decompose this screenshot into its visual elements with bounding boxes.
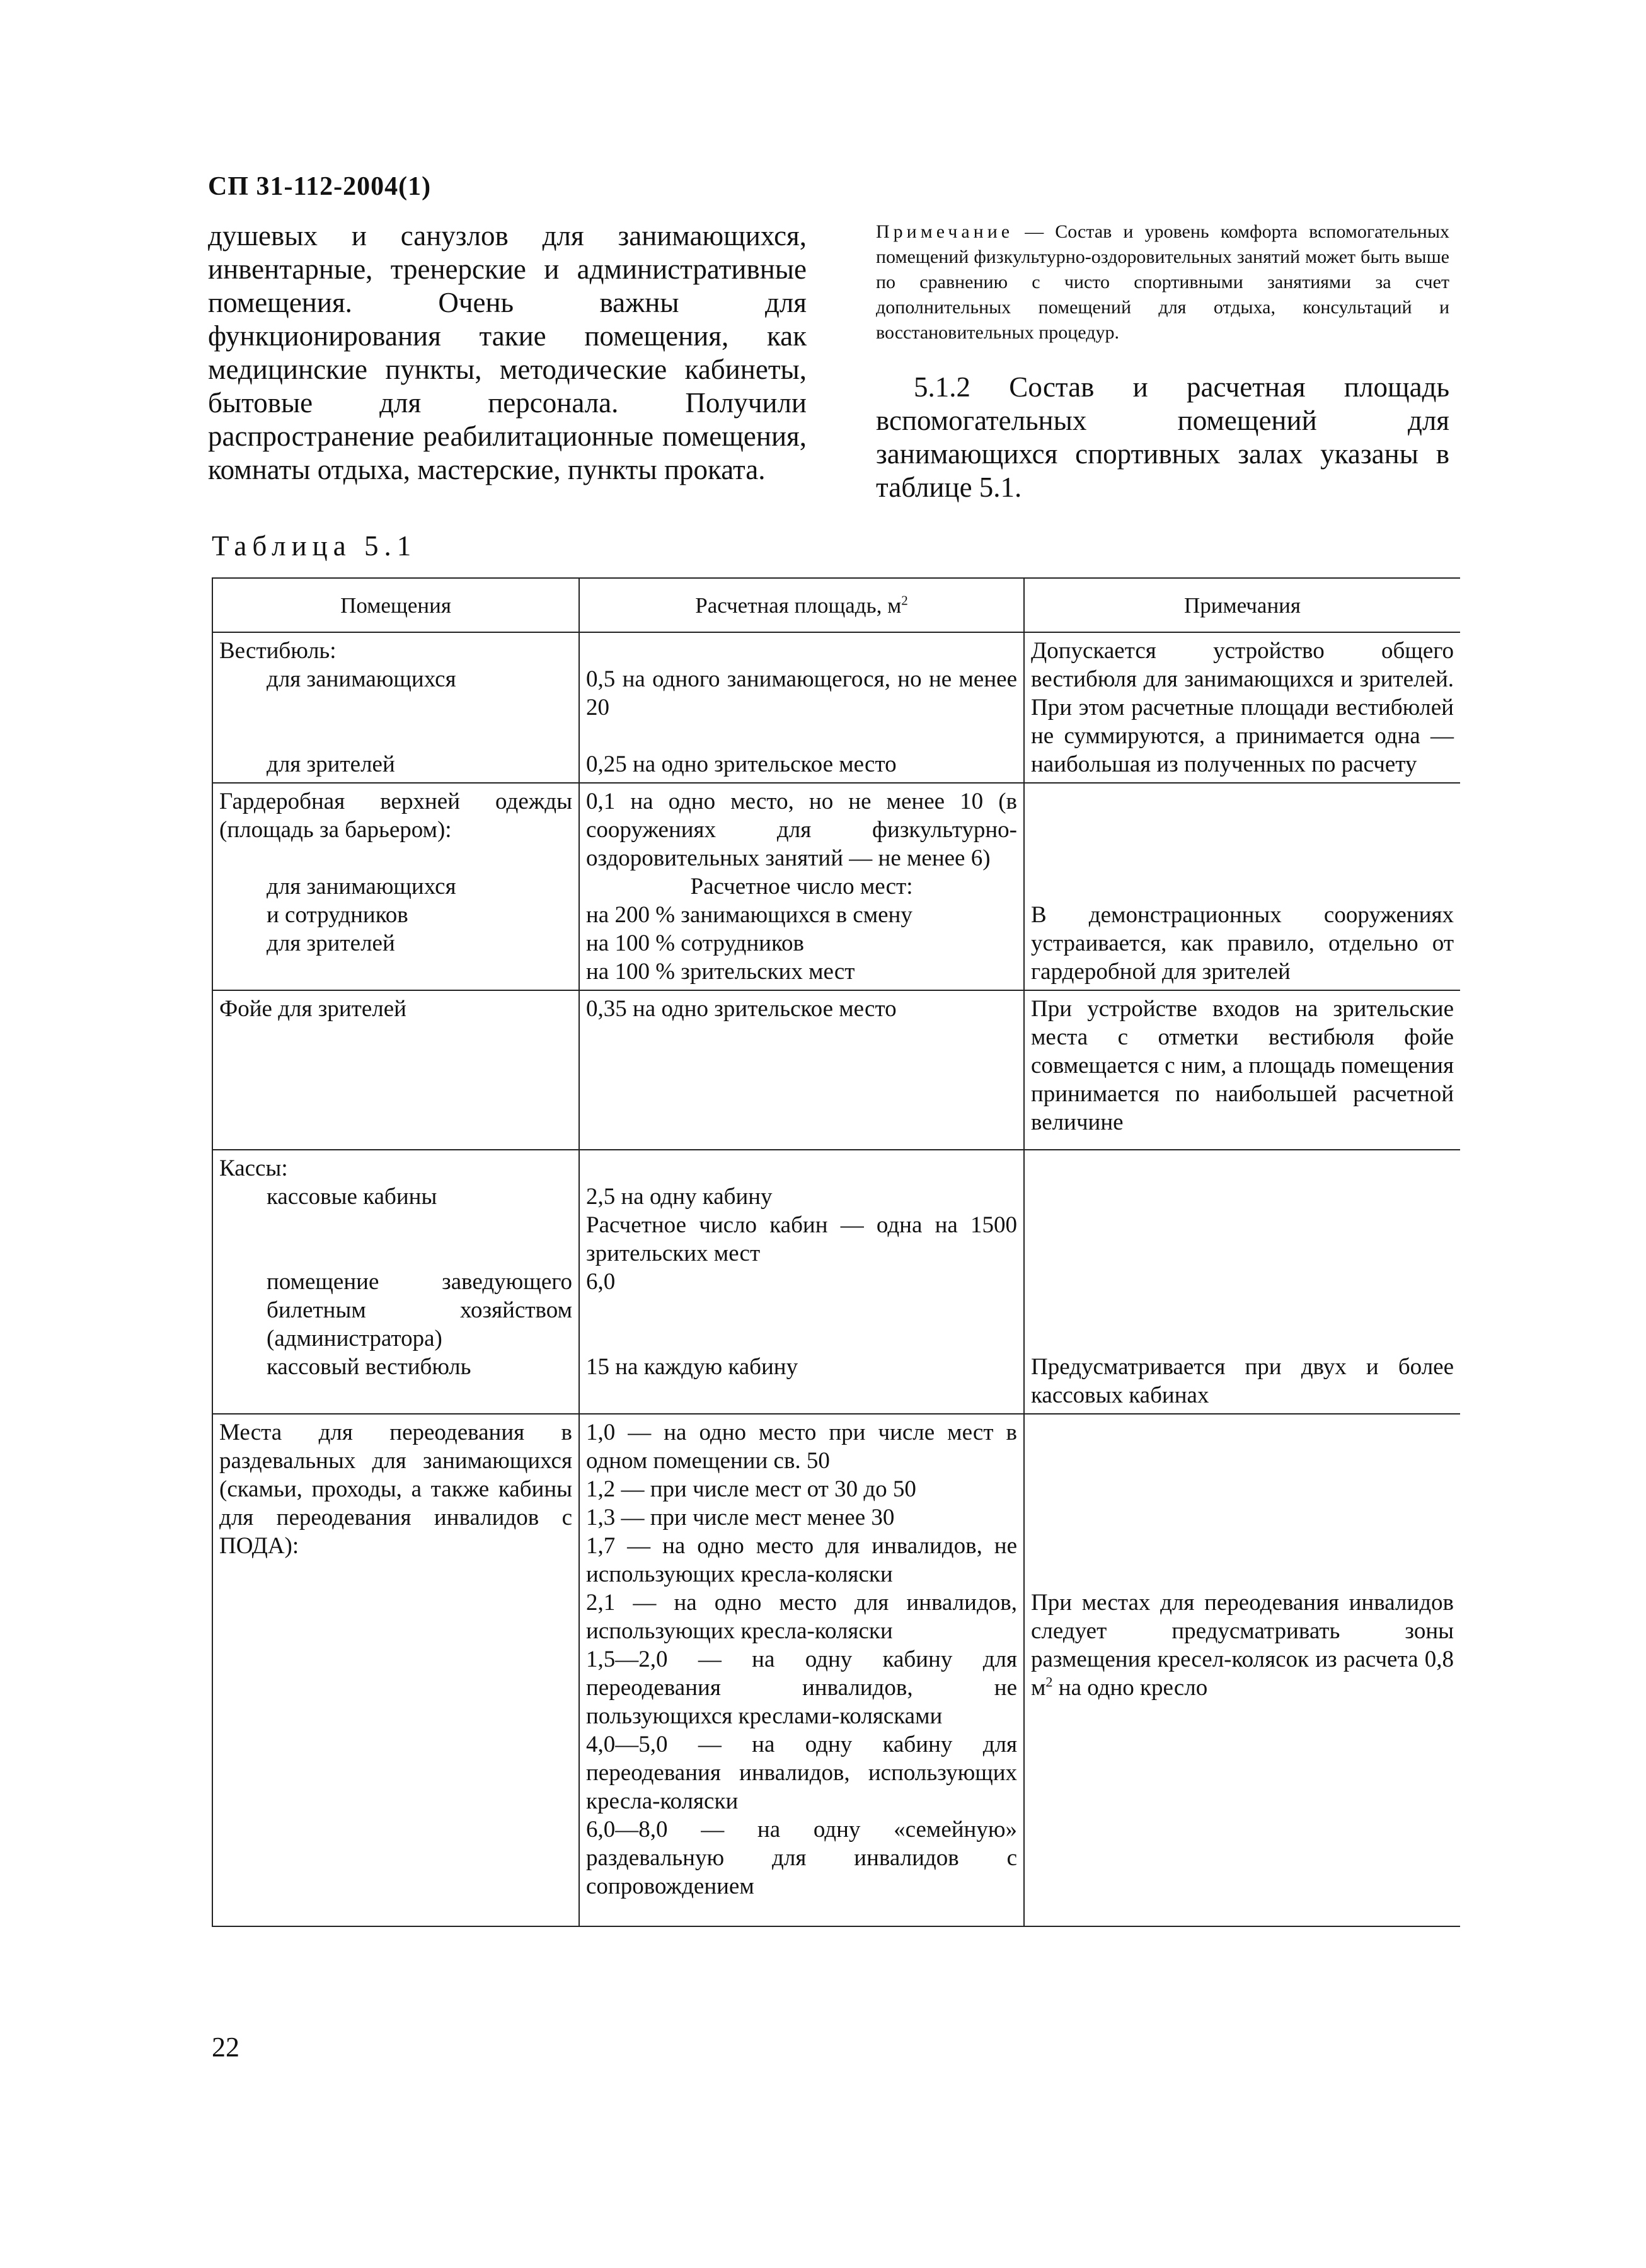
cell-area bbox=[579, 1414, 1024, 1926]
table-row bbox=[212, 1414, 1460, 1926]
area-line: 0,25 на одно зрительское место bbox=[586, 751, 897, 777]
room-sub: для занимающихся bbox=[267, 874, 456, 900]
room-title: Вестибюль: bbox=[219, 638, 337, 664]
room-title: Кассы: bbox=[219, 1155, 288, 1181]
cell-note bbox=[1024, 1150, 1460, 1414]
note-paragraph bbox=[876, 219, 1449, 345]
header-rooms: Помещения bbox=[212, 578, 579, 632]
cell-area bbox=[579, 783, 1024, 990]
room-sub: кассовый вестибюль bbox=[267, 1354, 471, 1380]
note-part: на одно кресло bbox=[1052, 1675, 1208, 1701]
header-area-sup: 2 bbox=[901, 592, 908, 608]
area-line: Расчетное число кабин — одна на 1500 зрительских мест bbox=[586, 1212, 1017, 1266]
header-area bbox=[579, 578, 1024, 632]
section-paragraph: 5.1.2 Состав и расчетная площадь вспомогательных помещений для занимающихся спортивных залах указаны в таблице 5.1. bbox=[876, 371, 1449, 503]
cell-area: 0,35 на одно зрительское место bbox=[579, 990, 1024, 1150]
table-row bbox=[212, 783, 1460, 990]
cell-note bbox=[1024, 783, 1460, 990]
table-row bbox=[212, 632, 1460, 783]
note-line bbox=[1031, 1588, 1454, 1702]
note-part: При местах для переодевания инвалидов следует предусматривать зоны размещения кресел-колясок из расчета 0,8 м bbox=[1031, 1590, 1454, 1701]
table-row bbox=[212, 990, 1460, 1150]
document-code: СП 31-112-2004(1) bbox=[208, 172, 432, 201]
area-line: 4,0—5,0 — на одну кабину для переодевания инвалидов, использующих кресла-коляски bbox=[586, 1732, 1017, 1814]
room-sub: для занимающихся bbox=[267, 666, 456, 692]
table-header-row bbox=[212, 578, 1460, 632]
table-row bbox=[212, 1150, 1460, 1414]
area-line: 1,2 — при числе мест от 30 до 50 bbox=[586, 1476, 916, 1502]
left-column-text: душевых и санузлов для занимающихся, инвентарные, тренерские и административные помещения. Очень важны для функционирования такие помещения, как медицинские пункты, методические кабинеты, бытовые для персонала. Получили распространение реабилитационные помещения, комнаты отдыха, мастерские, пункты проката. bbox=[208, 220, 807, 485]
room-sub: помещение заведующего билетным хозяйством (администратора) bbox=[267, 1269, 572, 1351]
rooms-table bbox=[212, 577, 1460, 1927]
cell-area bbox=[579, 632, 1024, 783]
header-notes: Примечания bbox=[1024, 578, 1460, 632]
area-line: 1,5—2,0 — на одну кабину для переодевания инвалидов, не пользующихся креслами-колясками bbox=[586, 1646, 1017, 1729]
area-line: 2,5 на одну кабину bbox=[586, 1184, 773, 1210]
cell-room bbox=[212, 632, 579, 783]
note-label: Примечание bbox=[876, 221, 1014, 242]
cell-room: Места для переодевания в раздевальных для занимающихся (скамьи, проходы, а также кабины для переодевания инвалидов с ПОДА): bbox=[212, 1414, 579, 1926]
note-line: В демонстрационных сооружениях устраивается, как правило, отдельно от гардеробной для зрителей bbox=[1031, 902, 1454, 985]
note-text: Состав и уровень комфорта вспомогательных помещений физкультурно-оздоровительных занятий может быть выше по сравнению с чисто спортивными занятиями за счет дополнительных помещений для отдыха, консультаций и восстановительных процедур. bbox=[876, 221, 1449, 343]
room-sub: для зрителей bbox=[267, 751, 395, 777]
header-area-label: Расчетная площадь, м bbox=[695, 593, 902, 618]
note-sup: 2 bbox=[1045, 1674, 1053, 1690]
cell-room bbox=[212, 1150, 579, 1414]
room-sub: для зрителей bbox=[267, 930, 395, 956]
note-dash: — bbox=[1013, 221, 1056, 242]
area-line: 0,5 на одного занимающегося, но не менее 20 bbox=[586, 666, 1017, 720]
area-line: Расчетное число мест: bbox=[690, 874, 913, 900]
cell-note: Допускается устройство общего вестибюля для занимающихся и зрителей. При этом расчетные площади вестибюлей не суммируются, а принимается одна — наибольшая из полученных по расчету bbox=[1024, 632, 1460, 783]
area-line: 2,1 — на одно место для инвалидов, использующих кресла-коляски bbox=[586, 1590, 1017, 1644]
area-line: 6,0 bbox=[586, 1269, 616, 1295]
area-line: 0,1 на одно место, но не менее 10 (в сооружениях для физкультурно-оздоровительных занятий — не менее 6) bbox=[586, 789, 1017, 871]
area-line: 15 на каждую кабину bbox=[586, 1354, 798, 1380]
room-title: Гардеробная верхней одежды (площадь за барьером): bbox=[219, 789, 572, 843]
room-sub: и сотрудников bbox=[267, 902, 408, 928]
right-column bbox=[876, 219, 1449, 504]
area-line: на 200 % занимающихся в смену bbox=[586, 902, 912, 928]
note-line: Предусматривается при двух и более кассовых кабинах bbox=[1031, 1354, 1454, 1408]
table-caption: Таблица 5.1 bbox=[212, 530, 417, 562]
area-line: 1,3 — при числе мест менее 30 bbox=[586, 1505, 895, 1530]
cell-room bbox=[212, 783, 579, 990]
cell-area bbox=[579, 1150, 1024, 1414]
area-line: 1,0 — на одно место при числе мест в одном помещении св. 50 bbox=[586, 1420, 1017, 1474]
area-line: на 100 % зрительских мест bbox=[586, 959, 855, 985]
room-sub: кассовые кабины bbox=[267, 1184, 437, 1210]
cell-room: Фойе для зрителей bbox=[212, 990, 579, 1150]
area-line: 1,7 — на одно место для инвалидов, не использующих кресла-коляски bbox=[586, 1533, 1017, 1587]
page-number: 22 bbox=[212, 2032, 239, 2063]
cell-note bbox=[1024, 1414, 1460, 1926]
cell-note: При устройстве входов на зрительские места с отметки вестибюля фойе совмещается с ним, а площадь помещения принимается по наибольшей расчетной величине bbox=[1024, 990, 1460, 1150]
area-line: 6,0—8,0 — на одну «семейную» раздевальную для инвалидов с сопровождением bbox=[586, 1817, 1017, 1899]
area-line: на 100 % сотрудников bbox=[586, 930, 805, 956]
